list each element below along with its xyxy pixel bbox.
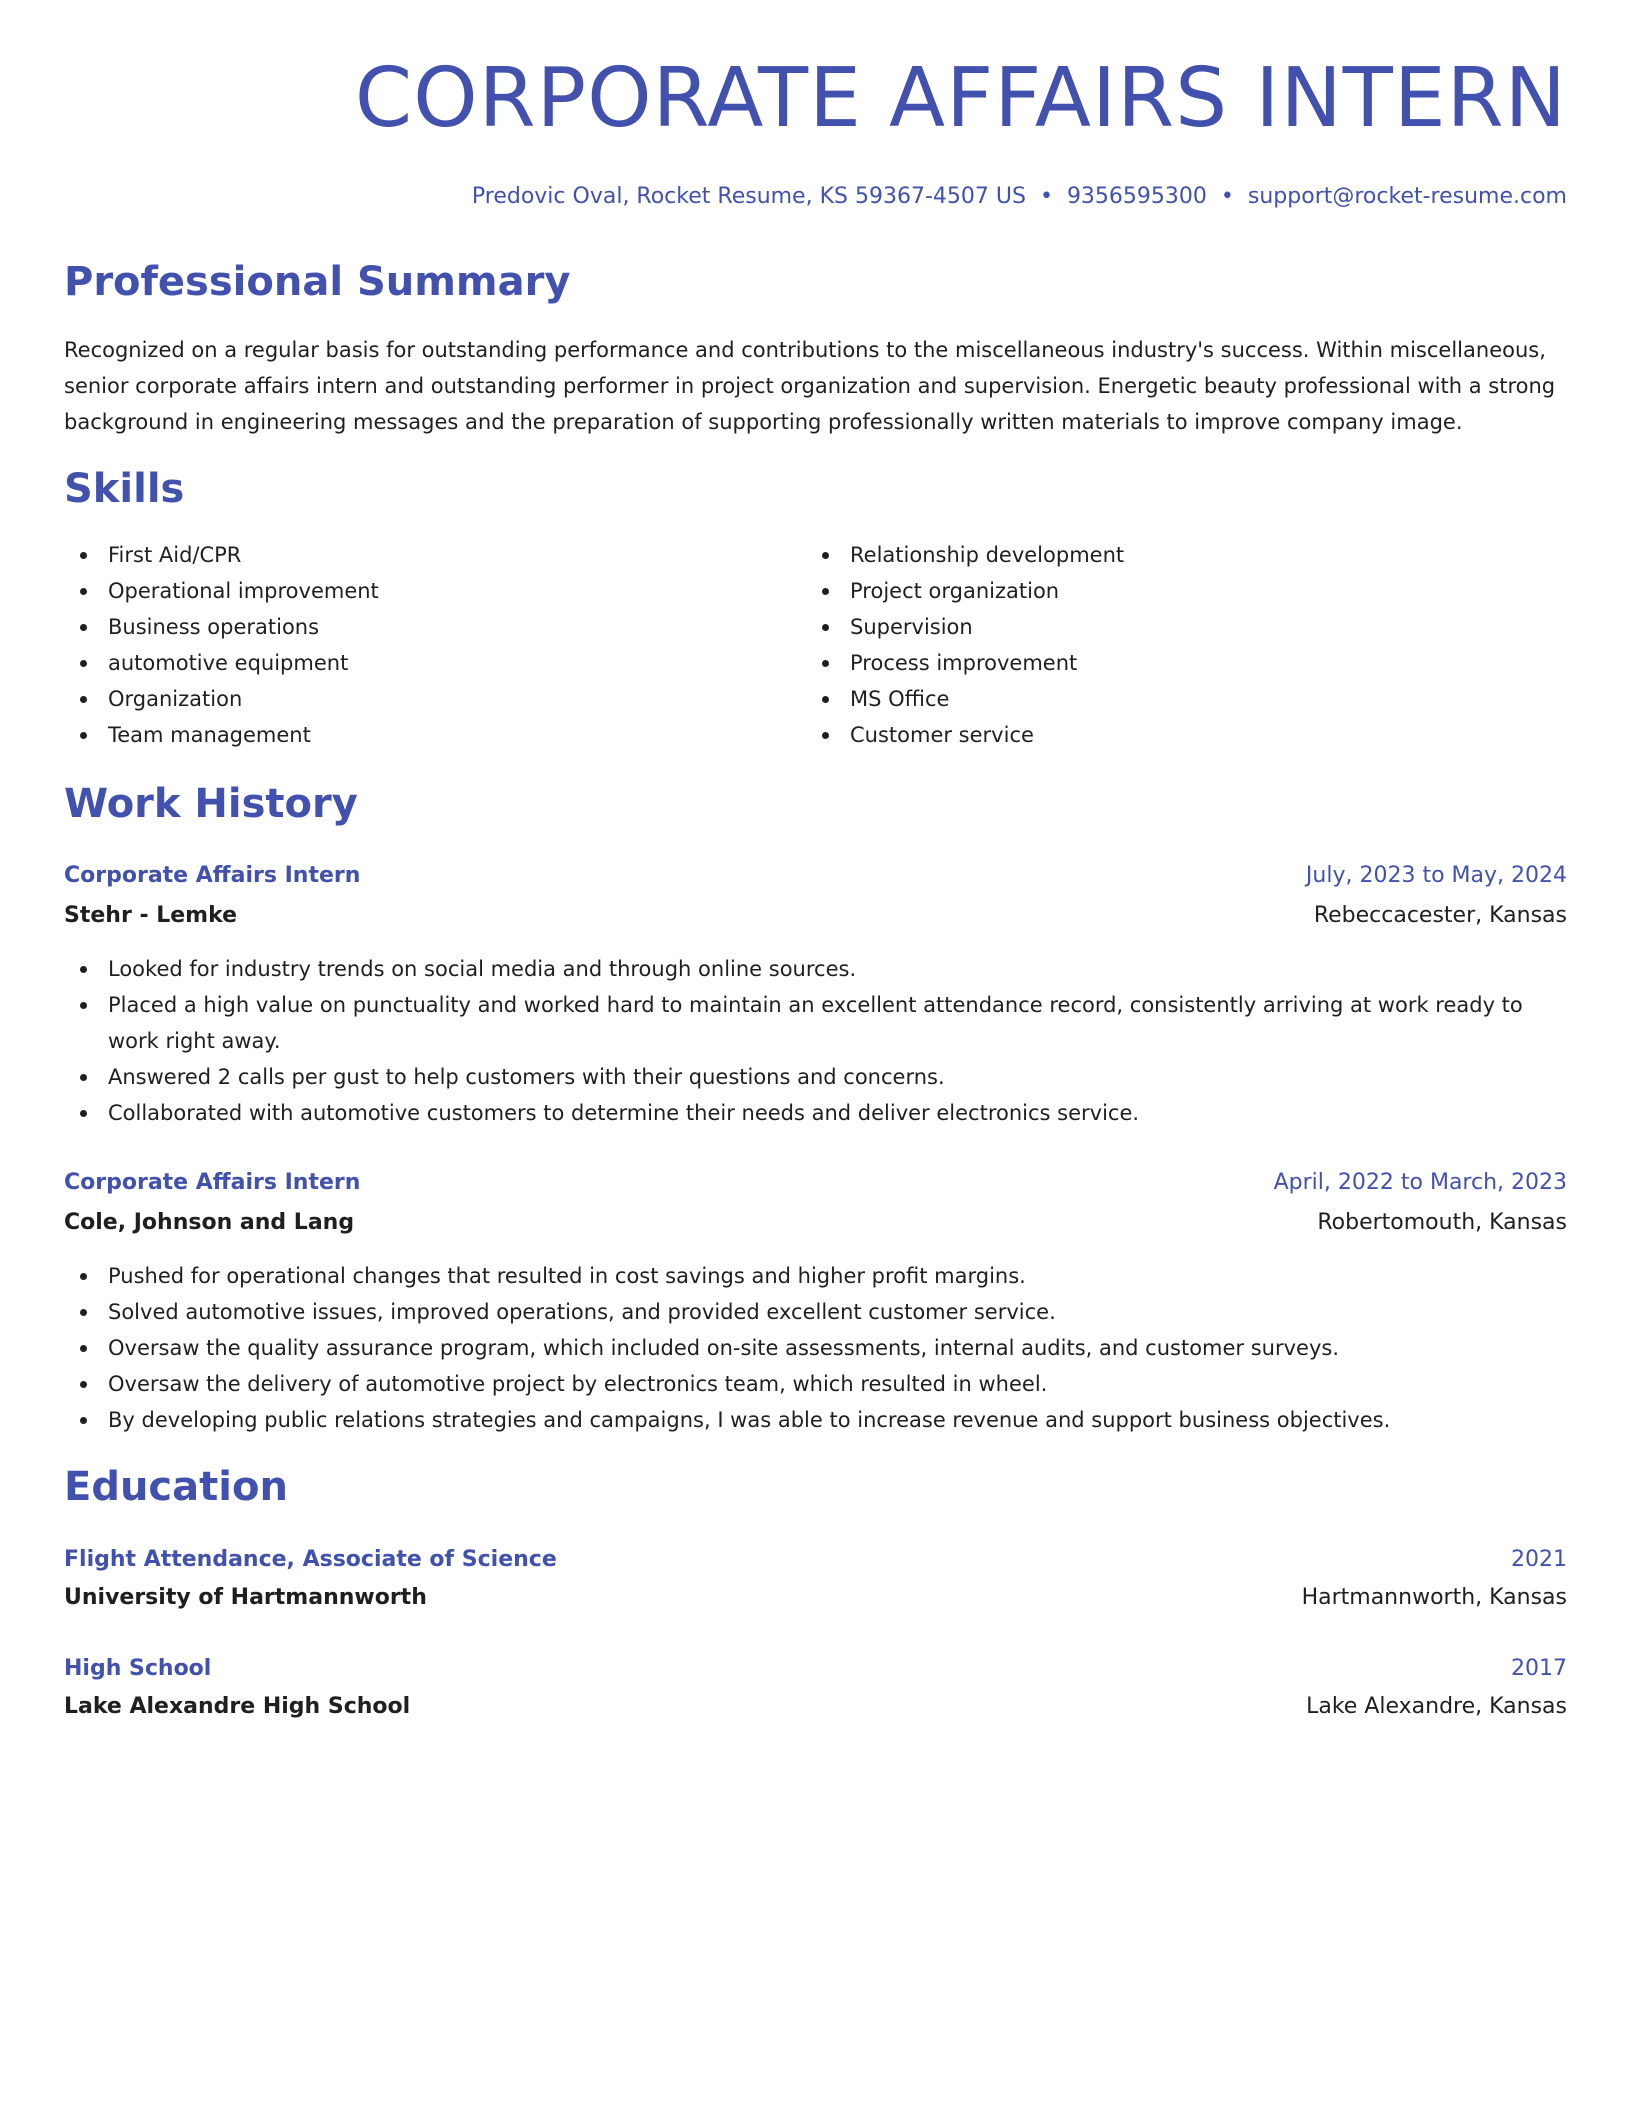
education-school: Lake Alexandre High School [64,1694,411,1719]
summary-heading: Professional Summary [64,259,571,305]
job-bullet: Placed a high value on punctuality and worked hard to maintain an excellent attendance record, consistently arriving at work ready to work right away. [64,987,1567,1059]
job-bullet: Solved automotive issues, improved operations, and provided excellent customer service. [64,1294,1567,1330]
skill-item: automotive equipment [64,645,764,681]
skill-item: Business operations [64,609,764,645]
education-subheader [64,1690,1567,1724]
skill-item: MS Office [806,681,1506,717]
education-year: 2021 [1511,1547,1567,1572]
contact-line [472,181,1567,213]
skill-item: Process improvement [806,645,1506,681]
job-role: Corporate Affairs Intern [64,863,361,888]
contact-separator: • [1220,184,1234,209]
education-heading: Education [64,1464,288,1510]
job-company: Stehr - Lemke [64,903,238,928]
skill-item: First Aid/CPR [64,537,764,573]
education-degree: High School [64,1656,212,1681]
skill-item: Operational improvement [64,573,764,609]
education-school: University of Hartmannworth [64,1585,427,1610]
job-bullet: Oversaw the quality assurance program, which included on-site assessments, internal audits, and customer surveys. [64,1330,1567,1366]
education-header [64,1652,1567,1686]
skills-heading: Skills [64,466,185,512]
job-subheader [64,899,1567,933]
job-bullet: Pushed for operational changes that resulted in cost savings and higher profit margins. [64,1258,1567,1294]
education-subheader [64,1581,1567,1615]
contact-email[interactable]: support@rocket-resume.com [1247,184,1567,209]
job-role: Corporate Affairs Intern [64,1170,361,1195]
job-bullet: By developing public relations strategies and campaigns, I was able to increase revenue and support business objectives. [64,1402,1567,1438]
job-bullets [64,1258,1567,1438]
work-heading: Work History [64,781,358,827]
contact-separator: • [1039,184,1053,209]
job-bullets [64,951,1567,1131]
contact-address: Predovic Oval, Rocket Resume, KS 59367-4507 US [471,184,1026,209]
education-year: 2017 [1511,1656,1567,1681]
summary-text: Recognized on a regular basis for outstanding performance and contributions to the miscellaneous industry's success. Within miscellaneous, senior corporate affairs intern and outstanding performer in project organization and supervision. Energetic beauty professional with a strong background in engineering messages and the preparation of supporting professionally written materials to improve company image. [64,338,1556,434]
job-bullet: Oversaw the delivery of automotive project by electronics team, which resulted in wheel. [64,1366,1567,1402]
education-location: Hartmannworth, Kansas [1301,1585,1567,1610]
job-company: Cole, Johnson and Lang [64,1210,355,1235]
job-bullet: Collaborated with automotive customers to determine their needs and deliver electronics service. [64,1095,1567,1131]
job-subheader [64,1206,1567,1240]
skill-item: Relationship development [806,537,1506,573]
skill-item: Supervision [806,609,1506,645]
job-location: Rebeccacester, Kansas [1313,903,1567,928]
job-dates: April, 2022 to March, 2023 [1273,1170,1567,1195]
skill-item: Project organization [806,573,1506,609]
skill-item: Customer service [806,717,1506,753]
job-header [64,1166,1567,1200]
resume-title: CORPORATE AFFAIRS INTERN [354,51,1567,146]
job-bullet: Looked for industry trends on social media and through online sources. [64,951,1567,987]
education-degree: Flight Attendance, Associate of Science [64,1547,557,1572]
skills-list-right [806,537,1506,753]
job-header [64,859,1567,893]
job-dates: July, 2023 to May, 2024 [1305,863,1567,888]
job-bullet: Answered 2 calls per gust to help customers with their questions and concerns. [64,1059,1567,1095]
education-location: Lake Alexandre, Kansas [1306,1694,1567,1719]
skill-item: Team management [64,717,764,753]
skill-item: Organization [64,681,764,717]
skills-list-left [64,537,764,753]
contact-phone: 9356595300 [1066,184,1207,209]
job-location: Robertomouth, Kansas [1317,1210,1567,1235]
education-header [64,1543,1567,1577]
